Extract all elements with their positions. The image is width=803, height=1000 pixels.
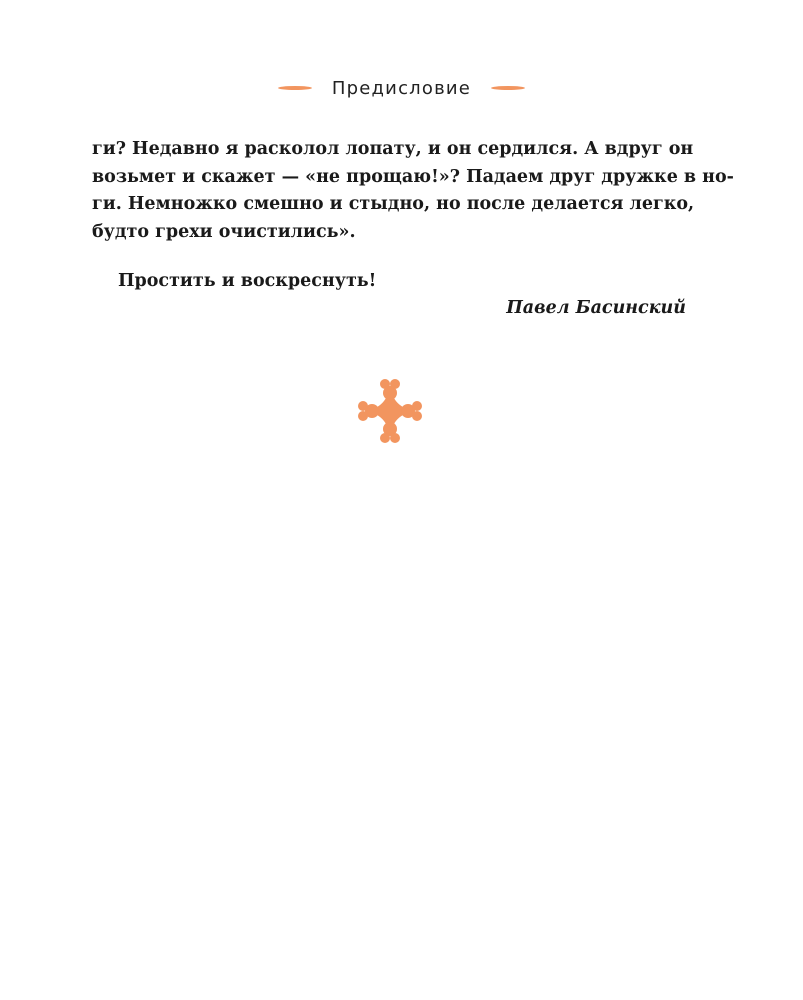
page-title: Предисловие <box>331 77 472 99</box>
text-line: будто грехи очистились». <box>92 221 356 242</box>
closing-paragraph: Простить и воскреснуть! <box>118 271 377 291</box>
dash-ornament-icon <box>491 86 525 90</box>
dash-ornament-icon <box>278 86 312 90</box>
text-line: ги. Немножко смешно и стыдно, но после делается легко, <box>92 194 695 214</box>
text-line: возьмет и скажет — «не прощаю!»? Падаем друг дружке в но- <box>92 166 734 187</box>
cross-ornament-icon <box>356 377 424 445</box>
author-signature: Павел Басинский <box>506 297 686 318</box>
text-line: ги? Недавно я расколол лопату, и он сердился. А вдруг он <box>92 139 694 159</box>
body-text <box>92 136 734 322</box>
running-head <box>0 76 803 100</box>
